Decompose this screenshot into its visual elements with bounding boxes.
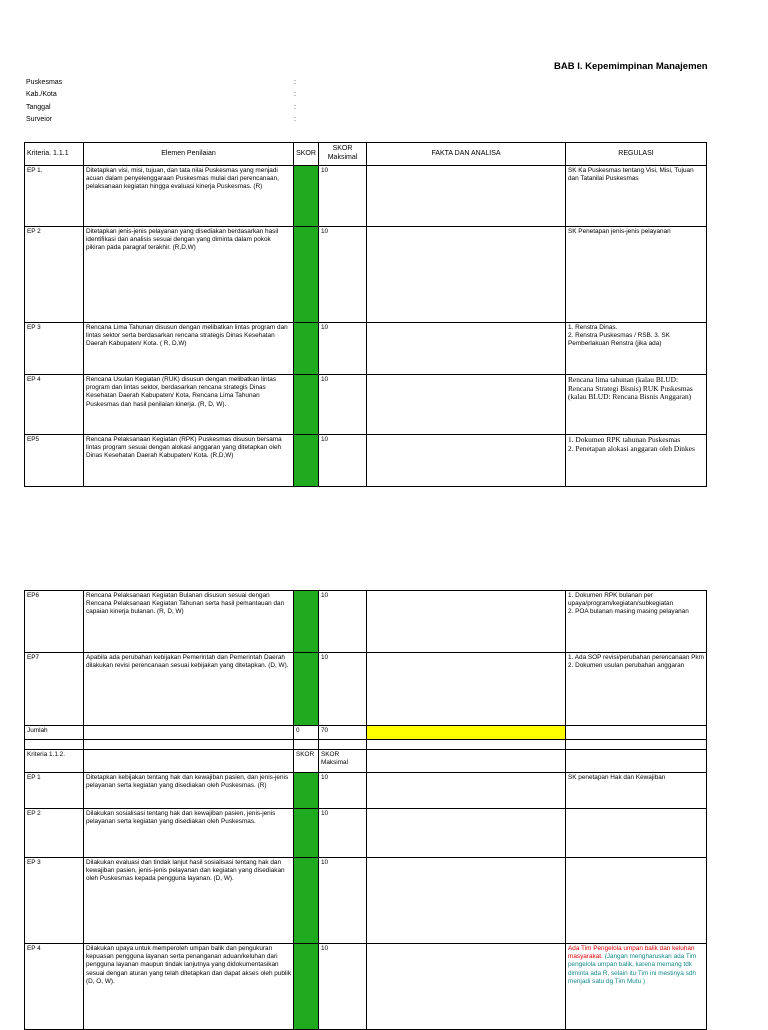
regulasi-cell: 1. Ada SOP revisi/perubahan perencanaan Pkm 2. Dokumen usulan perubahan anggaran: [566, 653, 707, 726]
regulasi-cell: [566, 944, 707, 1030]
criteria-table-continued: [24, 590, 707, 1030]
skor-max-cell: 10: [319, 375, 367, 435]
ep-cell: EP 2: [25, 227, 84, 323]
jumlah-regulasi: [566, 726, 707, 740]
elemen-cell: Ditetapkan kebijakan tentang hak dan kewajiban pasien, dan jenis-jenis pelayanan serta kegiatan yang disediakan oleh Puskesmas. (R): [84, 773, 294, 809]
skor-input-cell[interactable]: [294, 809, 319, 858]
header-regulasi: REGULASI: [566, 143, 707, 166]
header-fakta: FAKTA DAN ANALISA: [367, 143, 566, 166]
regulasi-cell: [566, 858, 707, 944]
ep-cell: EP 3: [25, 858, 84, 944]
ep-cell: EP6: [25, 591, 84, 653]
fakta-input-cell[interactable]: [367, 858, 566, 944]
ep-cell: EP 4: [25, 375, 84, 435]
fakta-input-cell[interactable]: [367, 809, 566, 858]
table-row: [25, 227, 707, 323]
regulasi-cell: 1. Renstra Dinas. 2. Renstra Puskesmas / RSB. 3. SK Pemberlakuan Renstra (jika ada): [566, 323, 707, 375]
ep-cell: EP 3: [25, 323, 84, 375]
regulasi-cell: Rencana lima tahunan (kalau BLUD: Rencana Strategi Bisnis) RUK Puskesmas (kalau BLUD: Rencana Bisnis Anggaran): [566, 375, 707, 435]
field-label: Puskesmas: [26, 79, 63, 86]
fakta-input-cell[interactable]: [367, 944, 566, 1030]
elemen-cell: Rencana Pelaksanaan Kegiatan Bulanan disusun sesuai dengan Rencana Pelaksanaan Kegiatan Tahunan serta hasil pemantauan dan capaian kinerja bulanan. (R, D, W): [84, 591, 294, 653]
fakta-input-cell[interactable]: [367, 375, 566, 435]
skor-input-cell[interactable]: [294, 773, 319, 809]
header-fakta: [367, 750, 566, 773]
elemen-cell: Dilakukan upaya untuk memperoleh umpan balik dan pengukuran kepuasan pengguna layanan serta penanganan aduan/keluhan dari pengguna layanan maupun tindak lanjutnya yang didokumentasikan sesuai dengan aturan yang telah ditetapkan dan dapat akses oleh publik (D, O, W).: [84, 944, 294, 1030]
header-skor-maks: SKOR Maksimal: [319, 143, 367, 166]
regulasi-cell: SK penetapan Hak dan Kewajiban: [566, 773, 707, 809]
table-row: [25, 653, 707, 726]
jumlah-fakta-cell[interactable]: [367, 726, 566, 740]
elemen-cell: Ditetapkan visi, misi, tujuan, dan tata nilai Puskesmas yang menjadi acuan dalam penyelenggaraan Puskesmas mulai dari perencanaan, pelaksanaan kegiatan hingga evaluasi kinerja Puskesmas. (R): [84, 166, 294, 227]
table-row: [25, 323, 707, 375]
regulasi-cell: SK Penetapan jenis-jenis pelayanan: [566, 227, 707, 323]
fakta-input-cell[interactable]: [367, 323, 566, 375]
header-elemen: Elemen Penilaian: [84, 143, 294, 166]
skor-max-cell: 10: [319, 653, 367, 726]
jumlah-empty: [84, 726, 294, 740]
jumlah-skor: 0: [294, 726, 319, 740]
elemen-cell: Rencana Usulan Kegiatan (RUK) disusun dengan melibatkan lintas program dan lintas sektor, berdasarkan rencana strategis Dinas Kesehatan Daerah Kabupaten/ Kota, Rencana Lima Tahunan Puskesmas dan hasil penilaian kinerja. (R, D, W).: [84, 375, 294, 435]
elemen-cell: Apabila ada perubahan kebijakan Pemerintah dan Pemerintah Daerah dilakukan revisi perencanaan sesuai kebijakan yang ditetapkan. (D, W).: [84, 653, 294, 726]
skor-input-cell[interactable]: [294, 944, 319, 1030]
skor-input-cell[interactable]: [294, 858, 319, 944]
table-row: [25, 435, 707, 487]
table-header: [25, 143, 707, 166]
table-row: [25, 773, 707, 809]
table-header-1-1-2: [25, 750, 707, 773]
field-colon: :: [294, 91, 296, 99]
header-skor-maks: SKOR Maksimal: [319, 750, 367, 773]
field-label: Kab./Kota: [26, 91, 57, 99]
table-row: [25, 809, 707, 858]
skor-input-cell[interactable]: [294, 653, 319, 726]
skor-input-cell[interactable]: [294, 591, 319, 653]
field-colon: :: [294, 103, 296, 111]
ep-cell: EP 1: [25, 773, 84, 809]
table-row: [25, 375, 707, 435]
regulasi-cell: SK Ka Puskesmas tentang Visi, Misi, Tujuan dan Tatanilai Puskesmas: [566, 166, 707, 227]
table-row: [25, 858, 707, 944]
field-label: Tanggal: [26, 103, 51, 111]
fakta-input-cell[interactable]: [367, 591, 566, 653]
header-kriteria: Kriteria 1.1.2.: [25, 750, 84, 773]
skor-input-cell[interactable]: [294, 323, 319, 375]
ep-cell: EP 1.: [25, 166, 84, 227]
skor-max-cell: 10: [319, 227, 367, 323]
fakta-input-cell[interactable]: [367, 773, 566, 809]
header-kriteria: Kriteria. 1.1.1: [25, 143, 84, 166]
skor-input-cell[interactable]: [294, 227, 319, 323]
fakta-input-cell[interactable]: [367, 653, 566, 726]
table-row: [25, 591, 707, 653]
elemen-cell: Rencana Pelaksanaan Kegiatan (RPK) Puskesmas disusun bersama lintas program sesuai dengan alokasi anggaran yang ditetapkan oleh Dinas Kesehatan Daerah Kabupaten/ Kota. (R,D,W): [84, 435, 294, 487]
ep-cell: EP 4: [25, 944, 84, 1030]
elemen-cell: Dilakukan evaluasi dan tindak lanjut hasil sosialisasi tentang hak dan kewajiban pasien, jenis-jenis pelayanan dan kegiatan yang disediakan oleh Puskesmas kepada pengguna layanan. (D, W).: [84, 858, 294, 944]
fakta-input-cell[interactable]: [367, 435, 566, 487]
ep-cell: EP 2: [25, 809, 84, 858]
jumlah-label: Jumlah: [25, 726, 84, 740]
header-skor: SKOR: [294, 143, 319, 166]
spacer-row: [25, 740, 707, 750]
skor-input-cell[interactable]: [294, 375, 319, 435]
regulasi-note-teal: (Jangan mengharuskan ada Tim pengelola umpan balik, karena memang tdk diminta ada R, selain itu Tim ini mestinya sdh menjadi satu dg Tim Mutu ): [568, 953, 697, 985]
skor-input-cell[interactable]: [294, 166, 319, 227]
elemen-cell: Dilakukan sosialisasi tentang hak dan kewajiban pasien, jenis-jenis pelayanan serta kegiatan yang disediakan oleh Puskesmas.: [84, 809, 294, 858]
header-elemen: [84, 750, 294, 773]
skor-max-cell: 10: [319, 435, 367, 487]
ep-cell: EP5: [25, 435, 84, 487]
ep-cell: EP7: [25, 653, 84, 726]
jumlah-row: [25, 726, 707, 740]
skor-max-cell: 10: [319, 809, 367, 858]
field-colon: :: [294, 116, 296, 124]
skor-input-cell[interactable]: [294, 435, 319, 487]
skor-max-cell: 10: [319, 591, 367, 653]
skor-max-cell: 10: [319, 944, 367, 1030]
regulasi-note-red: Ada Tim Pengelola umpan balik dan keluhan masyarakat.: [568, 945, 695, 961]
jumlah-max: 70: [319, 726, 367, 740]
header-skor: SKOR: [294, 750, 319, 773]
regulasi-cell: [566, 809, 707, 858]
skor-max-cell: 10: [319, 773, 367, 809]
table-row: [25, 166, 707, 227]
page-title: BAB I. Kepemimpinan Manajemen: [554, 61, 708, 72]
header-regulasi: [566, 750, 707, 773]
elemen-cell: Ditetapkan jenis-jenis pelayanan yang disediakan berdasarkan hasil identifikasi dan analisis sesuai dengan yang diminta dalam pokok pikiran pada paragraf terakhir. (R,D,W): [84, 227, 294, 323]
field-label: Surveior: [26, 116, 53, 124]
table-row: [25, 944, 707, 1030]
skor-max-cell: 10: [319, 323, 367, 375]
regulasi-cell: 1. Dokumen RPK bulanan per upaya/program/kegiatan/subkegiatan 2. POA bulanan masing masing pelayanan: [566, 591, 707, 653]
regulasi-cell: 1. Dokumen RPK tahunan Puskesmas 2. Penetapan alokasi anggaran oleh Dinkes: [566, 435, 707, 487]
fakta-input-cell[interactable]: [367, 227, 566, 323]
criteria-table-1-1-1: [24, 142, 707, 487]
skor-max-cell: 10: [319, 166, 367, 227]
fakta-input-cell[interactable]: [367, 166, 566, 227]
elemen-cell: Rencana Lima Tahunan disusun dengan melibatkan lintas program dan lintas sektor serta berdasarkan rencana strategis Dinas Kesehatan Daerah Kabupaten/ Kota. ( R, D,W): [84, 323, 294, 375]
skor-max-cell: 10: [319, 858, 367, 944]
field-colon: :: [294, 79, 296, 86]
